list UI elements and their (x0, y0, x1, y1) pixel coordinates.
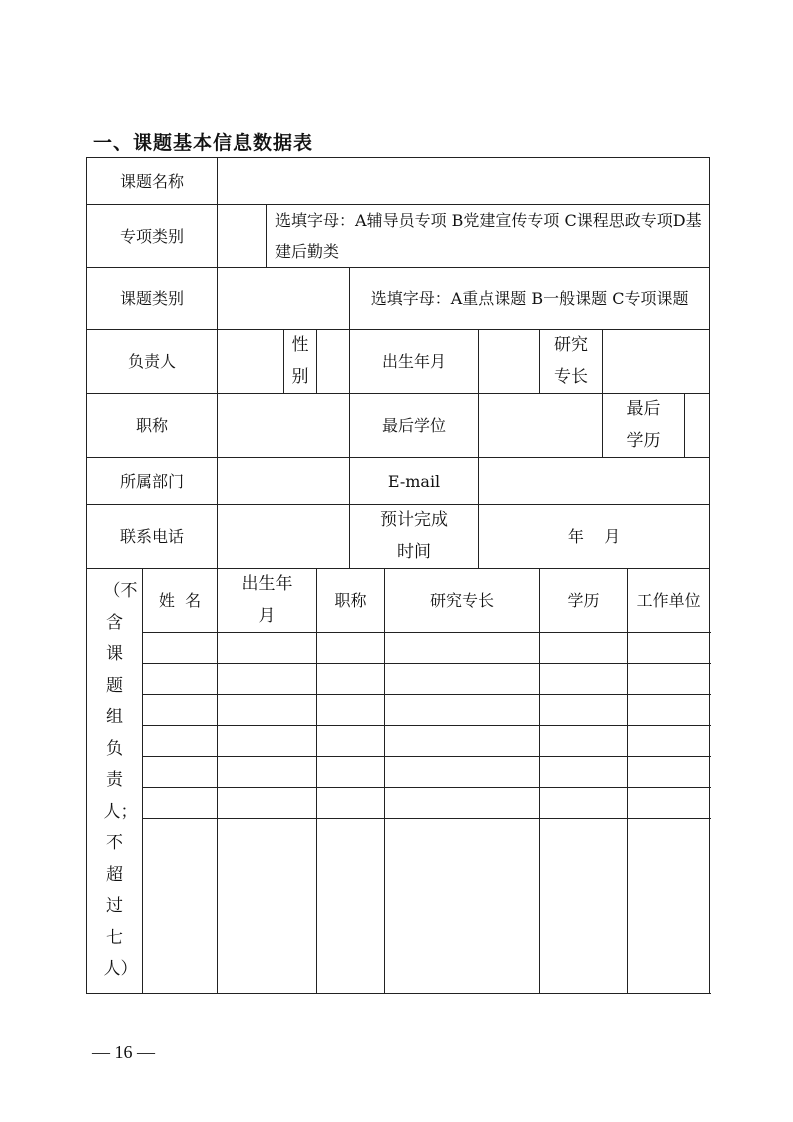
member-education-cell[interactable] (540, 726, 628, 757)
education-label-text: 最后学历 (626, 399, 661, 451)
special-category-field[interactable] (218, 205, 267, 268)
finish-label (350, 505, 479, 569)
degree-field[interactable] (479, 394, 603, 458)
topic-name-field[interactable] (218, 158, 710, 205)
topic-category-options-text: 选填字母：A重点课题 B一般课题 C专项课题 (370, 289, 689, 308)
dept-field[interactable] (218, 458, 350, 505)
email-label: E-mail (350, 458, 479, 505)
row-phone (87, 505, 710, 569)
member-unit-cell[interactable] (628, 695, 710, 726)
member-birth-cell[interactable] (218, 633, 317, 664)
header-unit: 工作单位 (628, 569, 710, 633)
member-name-cell[interactable] (143, 695, 218, 726)
dept-label: 所属部门 (87, 458, 218, 505)
finish-field[interactable]: 年 月 (479, 505, 710, 569)
member-expertise-cell[interactable] (385, 633, 540, 664)
member-name-cell[interactable] (143, 726, 218, 757)
row-special-category (87, 205, 710, 268)
members-side-label-text: （不含课题组负责人；不超过七人） (103, 581, 138, 980)
member-birth-cell[interactable] (218, 726, 317, 757)
row-topic-category (87, 268, 710, 330)
member-row (87, 788, 710, 819)
title-label: 职称 (87, 394, 218, 458)
expertise-label-text: 研究专长 (554, 335, 589, 387)
member-row (87, 757, 710, 788)
section-title: 一、课题基本信息数据表 (93, 132, 314, 154)
row-leader (87, 330, 710, 394)
header-name: 姓 名 (143, 569, 218, 633)
member-unit-cell[interactable] (628, 757, 710, 788)
header-education: 学历 (540, 569, 628, 633)
member-title-cell[interactable] (317, 695, 385, 726)
leader-label: 负责人 (87, 330, 218, 394)
email-field[interactable] (479, 458, 710, 505)
member-birth-cell[interactable] (218, 695, 317, 726)
member-row (87, 819, 710, 994)
member-unit-cell[interactable] (628, 633, 710, 664)
member-title-cell[interactable] (317, 788, 385, 819)
topic-name-label: 课题名称 (87, 158, 218, 205)
gender-label (284, 330, 317, 394)
special-category-options-text: 选填字母：A辅导员专项 B党建宣传专项 C课程思政专项D基建后勤类 (275, 211, 702, 261)
topic-category-options (350, 268, 710, 330)
finish-label-text: 预计完成时间 (380, 510, 449, 562)
education-field[interactable] (685, 394, 710, 458)
member-education-cell[interactable] (540, 757, 628, 788)
topic-info-table (86, 157, 710, 994)
gender-label-text: 性别 (291, 335, 309, 387)
member-expertise-cell[interactable] (385, 664, 540, 695)
member-expertise-cell[interactable] (385, 788, 540, 819)
birth-label: 出生年月 (350, 330, 479, 394)
member-education-cell[interactable] (540, 788, 628, 819)
member-title-cell[interactable] (317, 819, 385, 994)
leader-field[interactable] (218, 330, 284, 394)
member-title-cell[interactable] (317, 633, 385, 664)
expertise-field[interactable] (603, 330, 710, 394)
member-row (87, 664, 710, 695)
expertise-label (540, 330, 603, 394)
member-education-cell[interactable] (540, 819, 628, 994)
member-birth-cell[interactable] (218, 788, 317, 819)
member-row (87, 633, 710, 664)
member-unit-cell[interactable] (628, 788, 710, 819)
member-birth-cell[interactable] (218, 757, 317, 788)
member-expertise-cell[interactable] (385, 757, 540, 788)
page-number: — 16 — (92, 1042, 155, 1062)
member-title-cell[interactable] (317, 664, 385, 695)
member-name-cell[interactable] (143, 633, 218, 664)
member-education-cell[interactable] (540, 633, 628, 664)
member-education-cell[interactable] (540, 695, 628, 726)
phone-field[interactable] (218, 505, 350, 569)
header-title: 职称 (317, 569, 385, 633)
topic-category-label: 课题类别 (87, 268, 218, 330)
member-row (87, 726, 710, 757)
row-title (87, 394, 710, 458)
phone-label: 联系电话 (87, 505, 218, 569)
member-expertise-cell[interactable] (385, 695, 540, 726)
member-birth-cell[interactable] (218, 664, 317, 695)
title-field[interactable] (218, 394, 350, 458)
header-birth-text: 出生年月 (241, 574, 293, 626)
gender-field[interactable] (317, 330, 350, 394)
row-topic-name (87, 158, 710, 205)
header-birth (218, 569, 317, 633)
members-side-label (87, 569, 143, 994)
header-expertise: 研究专长 (385, 569, 540, 633)
special-category-label: 专项类别 (87, 205, 218, 268)
member-unit-cell[interactable] (628, 726, 710, 757)
member-name-cell[interactable] (143, 757, 218, 788)
member-name-cell[interactable] (143, 664, 218, 695)
member-name-cell[interactable] (143, 788, 218, 819)
birth-field[interactable] (479, 330, 540, 394)
degree-label: 最后学位 (350, 394, 479, 458)
member-unit-cell[interactable] (628, 664, 710, 695)
education-label (603, 394, 685, 458)
member-unit-cell[interactable] (628, 819, 710, 994)
member-expertise-cell[interactable] (385, 819, 540, 994)
member-education-cell[interactable] (540, 664, 628, 695)
member-birth-cell[interactable] (218, 819, 317, 994)
member-name-cell[interactable] (143, 819, 218, 994)
member-title-cell[interactable] (317, 726, 385, 757)
member-expertise-cell[interactable] (385, 726, 540, 757)
topic-category-field[interactable] (218, 268, 350, 330)
row-department (87, 458, 710, 505)
member-title-cell[interactable] (317, 757, 385, 788)
member-row (87, 695, 710, 726)
members-header-row (87, 569, 710, 633)
special-category-options (267, 205, 710, 268)
